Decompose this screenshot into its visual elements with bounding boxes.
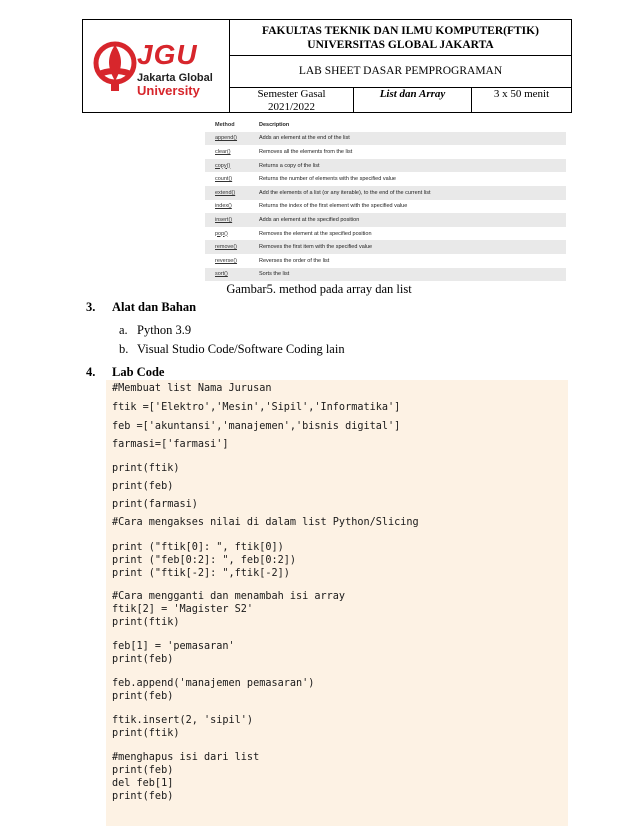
semester-cell [230,88,354,112]
list-item-label: b. [119,342,129,356]
method-link[interactable]: count() [215,176,233,183]
code-line: feb[1] = 'pemasaran' [112,641,235,652]
method-link[interactable]: insert() [215,216,233,223]
method-description: Adds an element at the specified position [259,216,360,223]
table-row [205,254,566,268]
code-line: ftik =['Elektro','Mesin','Sipil','Informatika'] [112,402,401,413]
code-line: ftik.insert(2, 'sipil') [112,715,254,726]
table-row [205,132,566,146]
method-link[interactable]: sort() [215,271,228,278]
header-info-row [230,88,571,112]
code-line: ftik[2] = 'Magister S2' [112,604,254,615]
scout-emblem-icon [93,37,137,97]
method-table-header [205,118,566,132]
table-row [205,186,566,200]
code-line: print ("feb[0:2]: ", feb[0:2]) [112,555,297,566]
table-row [205,227,566,241]
method-link[interactable]: extend() [215,189,236,196]
section-heading-tools [86,300,196,315]
code-line: print(feb) [112,765,174,776]
table-row [205,159,566,173]
method-link[interactable]: clear() [215,148,231,155]
faculty-title [230,20,571,56]
list-item-text: Python 3.9 [137,323,192,337]
code-line: print(farmasi) [112,499,198,510]
section-title: Lab Code [112,365,165,379]
method-description: Returns the number of elements with the specified value [259,176,396,183]
method-description: Add the elements of a list (or any iterable), to the end of the current list [259,189,431,196]
list-item-label: a. [119,323,128,337]
list-item [119,342,345,357]
faculty-title-line1: FAKULTAS TEKNIK DAN ILMU KOMPUTER(FTIK) [262,25,539,37]
description-column-header: Description [259,121,290,128]
method-link[interactable]: remove() [215,244,238,251]
section-title: Alat dan Bahan [112,300,197,314]
code-line: del feb[1] [112,778,174,789]
table-row [205,172,566,186]
code-line: #Membuat list Nama Jurusan [112,383,272,394]
logo-line2: University [137,83,200,98]
method-column-header: Method [215,121,235,128]
section-heading-lab-code [86,365,164,380]
code-line: print(feb) [112,481,174,492]
method-link[interactable]: reverse() [215,257,238,264]
method-table [205,118,566,281]
table-row [205,200,566,214]
table-row [205,213,566,227]
code-line: print(ftik) [112,728,180,739]
duration-cell: 3 x 50 menit [493,88,550,100]
section-number: 3. [86,300,96,314]
code-line: #Cara mengakses nilai di dalam list Python/Slicing [112,517,419,528]
list-item-text: Visual Studio Code/Software Coding lain [137,342,345,356]
document-header [82,19,572,113]
method-description: Removes all the elements from the list [259,148,353,155]
method-description: Returns the index of the first element with the specified value [259,203,408,210]
code-block [106,380,568,826]
code-line: #Cara mengganti dan menambah isi array [112,591,346,602]
code-line: #menghapus isi dari list [112,752,260,763]
section-number: 4. [86,365,96,379]
method-description: Sorts the list [259,271,290,278]
method-description: Removes the element at the specified position [259,230,372,237]
code-line: print(feb) [112,791,174,802]
method-description: Removes the first item with the specified value [259,244,373,251]
sheet-title: LAB SHEET DASAR PEMPROGRAMAN [230,56,571,88]
method-link[interactable]: append() [215,135,238,142]
logo-cell [83,20,230,112]
method-description: Returns a copy of the list [259,162,320,169]
figure-caption: Gambar5. method pada array dan list [226,282,412,296]
logo-line1: Jakarta Global [137,72,213,84]
code-line: feb =['akuntansi','manajemen','bisnis digital'] [112,421,401,432]
code-line: print(ftik) [112,617,180,628]
code-line: print ("ftik[-2]: ",ftik[-2]) [112,568,290,579]
method-description: Reverses the order of the list [259,257,330,264]
code-line: print ("ftik[0]: ", ftik[0]) [112,542,284,553]
code-line: feb.append('manajemen pemasaran') [112,678,315,689]
code-line: farmasi=['farmasi'] [112,439,229,450]
faculty-title-line2: UNIVERSITAS GLOBAL JAKARTA [307,39,494,51]
topic-cell: List dan Array [354,88,472,112]
logo-brand: JGU [137,39,198,70]
table-row [205,145,566,159]
code-line: print(ftik) [112,463,180,474]
table-row [205,240,566,254]
university-logo [93,33,221,99]
code-line: print(feb) [112,691,174,702]
semester-year: 2021/2022 [267,101,316,113]
table-row [205,268,566,282]
method-description: Adds an element at the end of the list [259,135,350,142]
list-item [119,323,191,338]
method-link[interactable]: pop() [215,230,228,237]
method-link[interactable]: copy() [215,162,231,169]
method-link[interactable]: index() [215,203,232,210]
semester-label: Semester Gasal [257,88,326,100]
code-line: print(feb) [112,654,174,665]
